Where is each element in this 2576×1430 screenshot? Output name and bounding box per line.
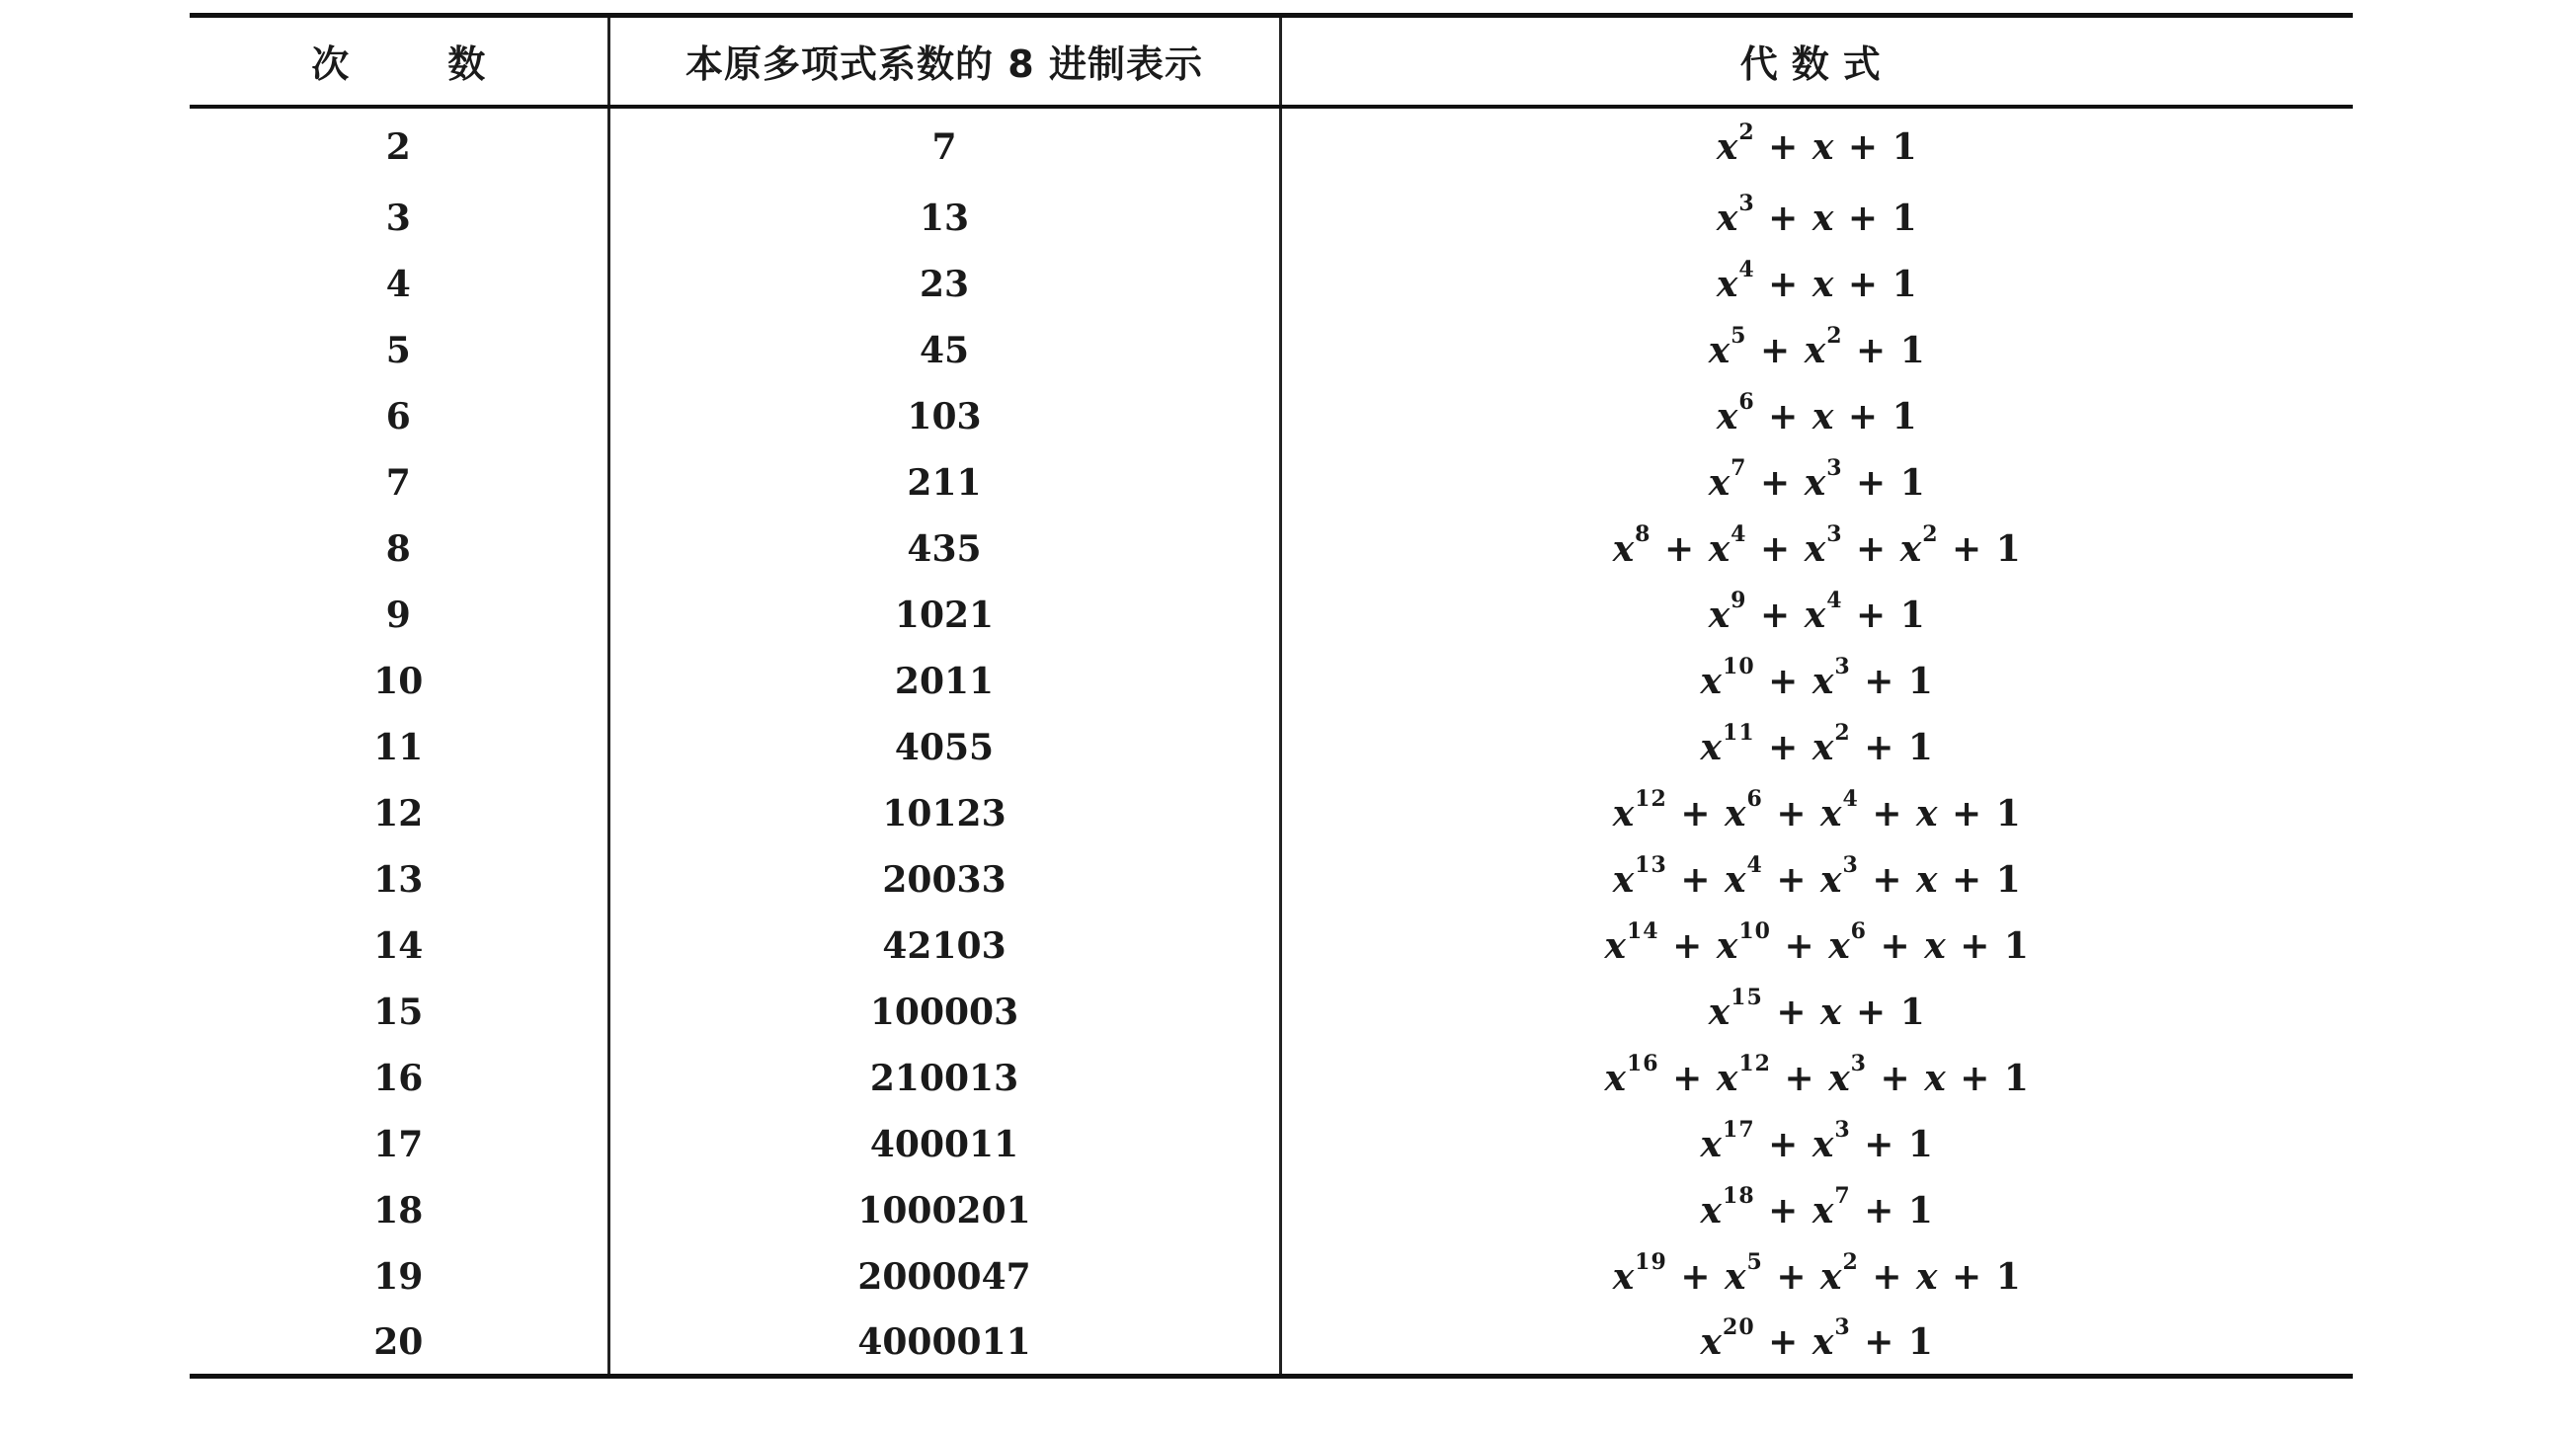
table-row <box>190 1244 2353 1311</box>
octal-cell: 4055 <box>608 715 1280 781</box>
polynomial-expression: $x^4 + x + 1$ <box>1716 257 1918 305</box>
degree-cell: 13 <box>190 847 608 914</box>
polynomial-cell <box>1280 107 2353 186</box>
polynomial-expression: $x^9 + x^4 + 1$ <box>1708 588 1926 636</box>
octal-cell: 400011 <box>608 1112 1280 1178</box>
table-row <box>190 450 2353 516</box>
degree-cell: 16 <box>190 1046 608 1112</box>
header-algebraic: 代数式 <box>1280 16 2353 107</box>
table-row <box>190 583 2353 649</box>
table-row <box>190 1112 2353 1178</box>
header-row <box>190 16 2353 107</box>
octal-cell: 1021 <box>608 583 1280 649</box>
polynomial-cell <box>1280 980 2353 1046</box>
polynomial-cell <box>1280 649 2353 715</box>
polynomial-expression: $x^6 + x + 1$ <box>1716 389 1918 437</box>
polynomial-cell <box>1280 186 2353 252</box>
degree-cell: 5 <box>190 318 608 384</box>
octal-cell: 210013 <box>608 1046 1280 1112</box>
octal-cell: 23 <box>608 252 1280 318</box>
header-degree <box>190 16 608 107</box>
table-row <box>190 516 2353 583</box>
octal-cell: 103 <box>608 384 1280 450</box>
degree-cell: 11 <box>190 715 608 781</box>
polynomial-expression: $x^{13} + x^4 + x^3 + x + 1$ <box>1612 852 2022 901</box>
polynomial-expression: $x^{20} + x^3 + 1$ <box>1700 1313 1934 1363</box>
polynomial-cell <box>1280 318 2353 384</box>
polynomial-cell <box>1280 1178 2353 1244</box>
polynomial-expression: $x^7 + x^3 + 1$ <box>1708 455 1926 504</box>
table-row <box>190 252 2353 318</box>
polynomial-expression: $x^{18} + x^7 + 1$ <box>1700 1183 1934 1231</box>
table-row <box>190 847 2353 914</box>
polynomial-expression: $x^{17} + x^3 + 1$ <box>1700 1117 1934 1165</box>
octal-cell: 13 <box>608 186 1280 252</box>
polynomial-expression: $x^{12} + x^6 + x^4 + x + 1$ <box>1612 786 2022 834</box>
polynomial-cell <box>1280 715 2353 781</box>
polynomial-expression: $x^2 + x + 1$ <box>1716 119 1918 168</box>
polynomial-cell <box>1280 847 2353 914</box>
table-row <box>190 1178 2353 1244</box>
header-degree-part1: 次 <box>311 42 350 87</box>
degree-cell: 12 <box>190 781 608 847</box>
octal-cell: 10123 <box>608 781 1280 847</box>
degree-cell: 2 <box>190 107 608 186</box>
degree-cell: 20 <box>190 1311 608 1377</box>
octal-cell: 2011 <box>608 649 1280 715</box>
polynomial-cell <box>1280 583 2353 649</box>
octal-cell: 211 <box>608 450 1280 516</box>
polynomial-cell <box>1280 1112 2353 1178</box>
degree-cell: 10 <box>190 649 608 715</box>
octal-cell: 100003 <box>608 980 1280 1046</box>
degree-cell: 9 <box>190 583 608 649</box>
primitive-polynomial-table <box>190 13 2353 1379</box>
octal-cell: 2000047 <box>608 1244 1280 1311</box>
polynomial-expression: $x^{14} + x^{10} + x^6 + x + 1$ <box>1604 918 2030 967</box>
table-row <box>190 1311 2353 1377</box>
polynomial-cell <box>1280 516 2353 583</box>
degree-cell: 3 <box>190 186 608 252</box>
octal-cell: 1000201 <box>608 1178 1280 1244</box>
octal-cell: 42103 <box>608 914 1280 980</box>
polynomial-cell <box>1280 450 2353 516</box>
polynomial-cell <box>1280 781 2353 847</box>
polynomial-cell <box>1280 384 2353 450</box>
table-row <box>190 1046 2353 1112</box>
table-row <box>190 715 2353 781</box>
table-row <box>190 318 2353 384</box>
octal-cell: 435 <box>608 516 1280 583</box>
table-row <box>190 914 2353 980</box>
polynomial-cell <box>1280 1046 2353 1112</box>
degree-cell: 15 <box>190 980 608 1046</box>
polynomial-cell <box>1280 1311 2353 1377</box>
header-octal: 本原多项式系数的 8 进制表示 <box>608 16 1280 107</box>
polynomial-expression: $x^5 + x^2 + 1$ <box>1708 323 1926 371</box>
polynomial-expression: $x^{15} + x + 1$ <box>1708 985 1926 1033</box>
octal-cell: 45 <box>608 318 1280 384</box>
polynomial-expression: $x^{10} + x^3 + 1$ <box>1700 654 1934 702</box>
degree-cell: 4 <box>190 252 608 318</box>
polynomial-expression: $x^{19} + x^5 + x^2 + x + 1$ <box>1612 1249 2022 1298</box>
polynomial-expression: $x^{11} + x^2 + 1$ <box>1700 720 1934 768</box>
degree-cell: 8 <box>190 516 608 583</box>
octal-cell: 4000011 <box>608 1311 1280 1377</box>
degree-cell: 14 <box>190 914 608 980</box>
polynomial-cell <box>1280 1244 2353 1311</box>
polynomial-expression: $x^8 + x^4 + x^3 + x^2 + 1$ <box>1612 521 2022 570</box>
polynomial-expression: $x^{16} + x^{12} + x^3 + x + 1$ <box>1604 1051 2030 1099</box>
polynomial-expression: $x^3 + x + 1$ <box>1716 191 1918 239</box>
degree-cell: 7 <box>190 450 608 516</box>
degree-cell: 19 <box>190 1244 608 1311</box>
table-row <box>190 980 2353 1046</box>
header-degree-part2: 数 <box>447 42 486 87</box>
polynomial-cell <box>1280 914 2353 980</box>
table-row <box>190 107 2353 186</box>
degree-cell: 6 <box>190 384 608 450</box>
table-body <box>190 107 2353 1377</box>
degree-cell: 18 <box>190 1178 608 1244</box>
table-row <box>190 649 2353 715</box>
table-row <box>190 384 2353 450</box>
degree-cell: 17 <box>190 1112 608 1178</box>
octal-cell: 7 <box>608 107 1280 186</box>
polynomial-cell <box>1280 252 2353 318</box>
octal-cell: 20033 <box>608 847 1280 914</box>
table-row <box>190 186 2353 252</box>
table-row <box>190 781 2353 847</box>
